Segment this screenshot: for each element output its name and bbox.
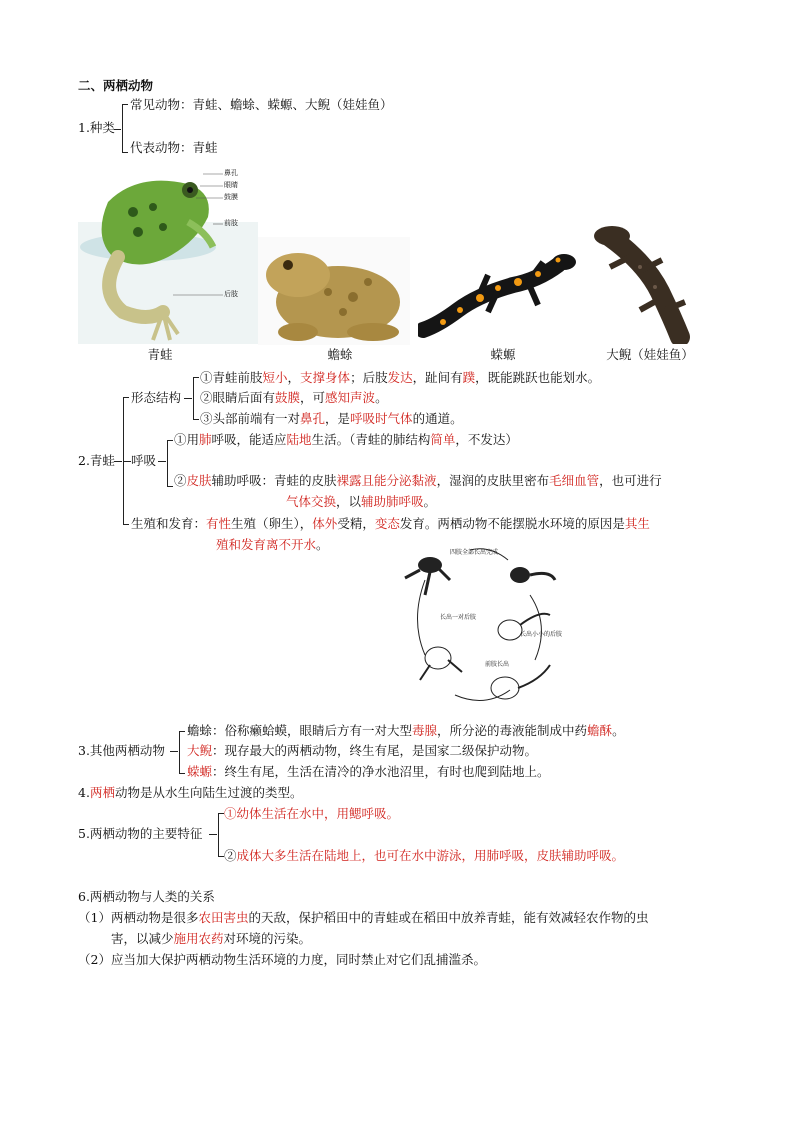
relation-p1-line-a: （1）两栖动物是很多农田害虫的天敌，保护稻田中的青蛙或在稻田中放养青蛙，能有效减轻农作物的虫 bbox=[78, 910, 649, 925]
frog-label: 2.青蛙 bbox=[78, 453, 115, 468]
kinds-brace bbox=[122, 104, 123, 152]
resp-line-1: ①用肺呼吸，能适应陆地生活。（青蛙的肺结构简单，不发达） bbox=[174, 432, 518, 447]
caption-giant-salamander: 大鲵（娃娃鱼） bbox=[606, 347, 694, 362]
dev-label-hindlimbs: 长出一对后肢 bbox=[440, 614, 477, 621]
kinds-representative: 代表动物：青蛙 bbox=[130, 140, 218, 155]
reproduction-line-b: 殖和发育离不开水。 bbox=[216, 537, 329, 552]
frog-development-diagram bbox=[400, 540, 563, 710]
feature-adult: ②成体大多生活在陆地上，也可在水中游泳，用肺呼吸，皮肤辅助呼吸。 bbox=[224, 848, 625, 863]
features-label: 5.两栖动物的主要特征 bbox=[78, 826, 203, 841]
dev-label-small-hindlimbs: 长出小小的后肢 bbox=[520, 631, 563, 638]
others-giant-salamander: 大鲵：现存最大的两栖动物，终生有尾，是国家二级保护动物。 bbox=[187, 743, 538, 758]
reproduction-line-a: 生殖和发育：有性生殖（卵生），体外受精，变态发育。两栖动物不能摆脱水环境的原因是其生 bbox=[131, 516, 650, 531]
relation-p1-line-b: 害，以减少施用农药对环境的污染。 bbox=[111, 931, 312, 946]
morph-line-2: ②眼睛后面有鼓膜，可感知声波。 bbox=[200, 390, 388, 405]
caption-frog: 青蛙 bbox=[147, 347, 173, 362]
frog-anatomy-image bbox=[78, 162, 258, 344]
others-toad: 蟾蜍：俗称癞蛤蟆，眼睛后方有一对大型毒腺，所分泌的毒液能制成中药蟾酥。 bbox=[187, 723, 625, 738]
frog-label-eye: 眼睛 bbox=[224, 181, 238, 189]
morph-line-1: ①青蛙前肢短小，支撑身体；后肢发达，趾间有蹼，既能跳跃也能划水。 bbox=[200, 370, 601, 385]
caption-toad: 蟾蜍 bbox=[327, 347, 353, 362]
caption-salamander: 蝾螈 bbox=[490, 347, 516, 362]
frog-label-hindlimb: 后肢 bbox=[224, 290, 238, 298]
morph-label: 形态结构 bbox=[131, 390, 182, 405]
dev-label-complete: 四肢全部长出完成 bbox=[450, 549, 499, 556]
relation-title: 6.两栖动物与人类的关系 bbox=[78, 889, 215, 904]
resp-line-2a: ②皮肤辅助呼吸：青蛙的皮肤裸露且能分泌黏液，湿润的皮肤里密布毛细血管，也可进行 bbox=[174, 473, 662, 488]
morph-line-3: ③头部前端有一对鼻孔，是呼吸时气体的通道。 bbox=[200, 411, 463, 426]
frog-label-eardrum: 鼓膜 bbox=[224, 193, 238, 201]
salamander-image bbox=[418, 250, 578, 342]
relation-p2: （2）应当加大保护两栖动物生活环境的力度，同时禁止对它们乱捕滥杀。 bbox=[78, 952, 486, 967]
toad-image bbox=[258, 237, 410, 345]
feature-larva: ①幼体生活在水中，用鳃呼吸。 bbox=[224, 806, 400, 821]
dev-label-forelimbs: 前肢长出 bbox=[485, 661, 510, 668]
resp-label: 呼吸 bbox=[131, 453, 157, 468]
section-title: 二、两栖动物 bbox=[78, 78, 154, 93]
resp-line-2b: 气体交换，以辅助肺呼吸。 bbox=[286, 494, 437, 509]
giant-salamander-image bbox=[590, 222, 695, 344]
frog-label-forelimb: 前肢 bbox=[224, 219, 238, 227]
kinds-label: 1.种类 bbox=[78, 120, 115, 135]
others-salamander: 蝾螈：终生有尾，生活在清冷的净水池沼里，有时也爬到陆地上。 bbox=[187, 764, 550, 779]
others-label: 3.其他两栖动物 bbox=[78, 743, 165, 758]
frog-label-nostril: 鼻孔 bbox=[224, 169, 238, 177]
point-4: 4.两栖动物是从水生向陆生过渡的类型。 bbox=[78, 785, 303, 800]
kinds-link bbox=[114, 129, 121, 130]
kinds-common: 常见动物：青蛙、蟾蜍、蝾螈、大鲵（娃娃鱼） bbox=[130, 97, 393, 112]
